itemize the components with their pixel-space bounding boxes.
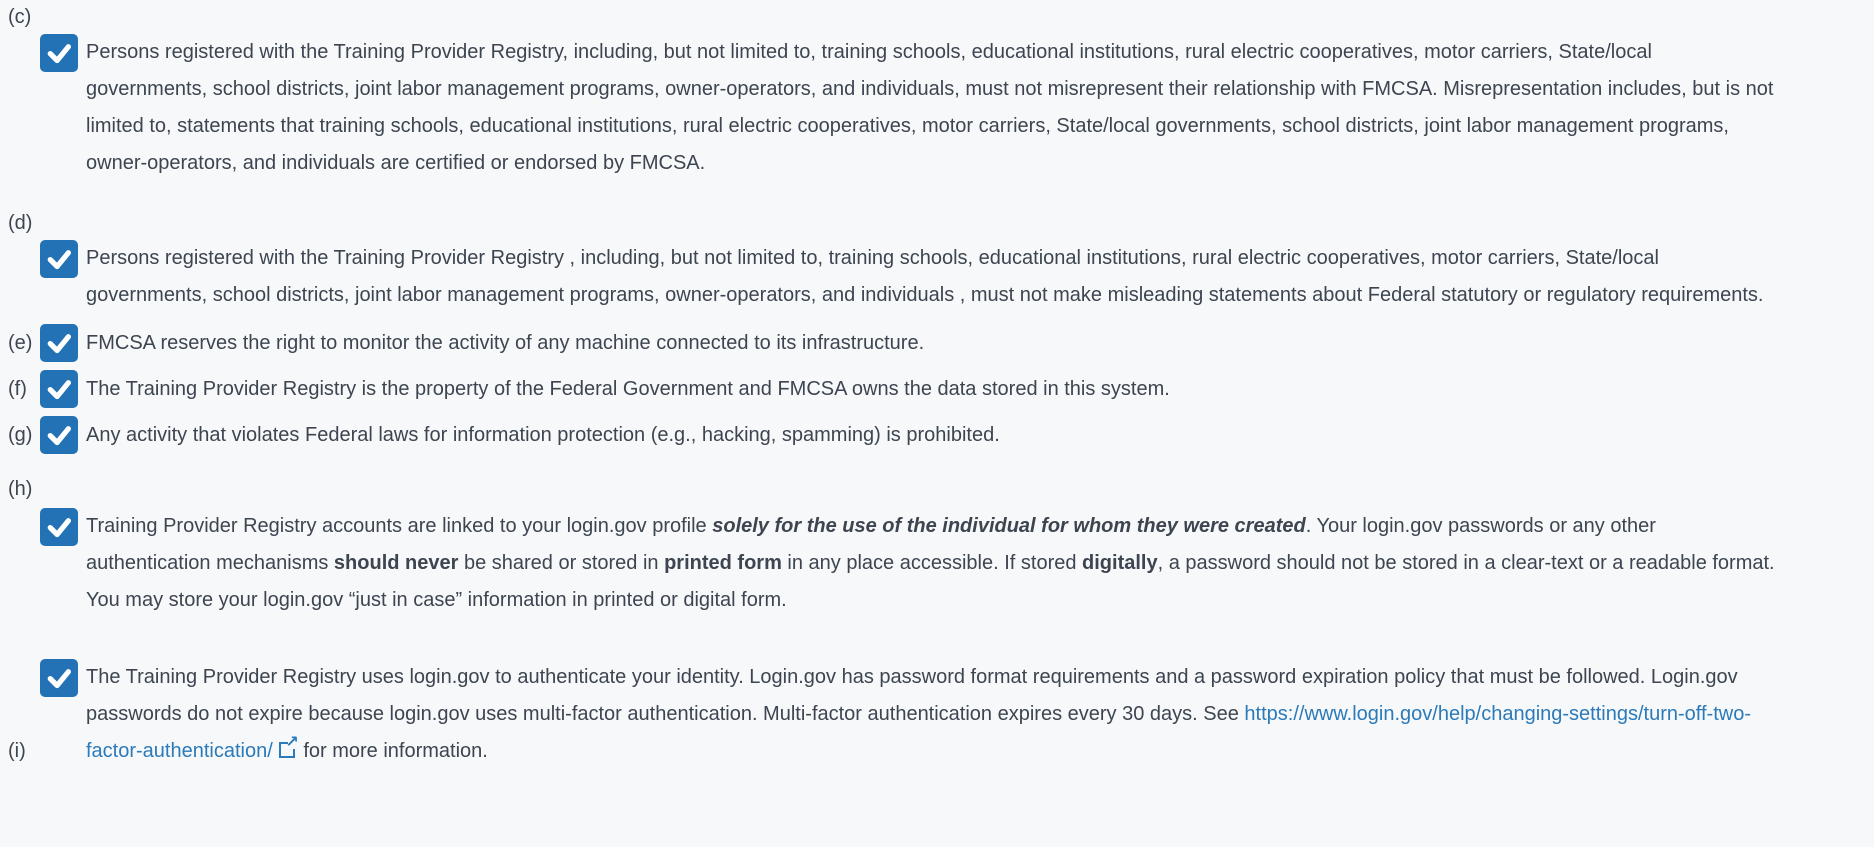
item-f-label: (f) [8,377,27,400]
checkmark-icon [44,663,74,693]
item-i [8,659,1862,770]
item-g-label: (g) [8,423,33,446]
item-h-checkbox[interactable] [40,508,78,546]
item-h-label: (h) [8,478,33,500]
item-c-row [8,34,1862,182]
login-gov-help-link[interactable]: https://www.login.gov/help/changing-settings/turn-off-two-factor-authentication/ [86,703,1751,762]
item-i-checkbox[interactable] [40,659,78,697]
item-e-label: (e) [8,331,33,354]
text-segment: Persons registered with the Training Provider Registry, including, but not limited to, training schools, educational institutions, rural electric cooperatives, motor carriers, State/local governments, school districts, joint labor management programs, owner-operators, and individuals, must not misrepresent their relationship with FMCSA. Misrepresentation includes, but is not limited to, statements that training schools, educational institutions, rural electric cooperatives, motor carriers, State/local governments, school districts, joint labor management programs, owner-operators, and individuals are certified or endorsed by FMCSA. [86,41,1774,174]
text-segment: solely for the use of the individual for whom they were created [712,515,1306,537]
text-segment: FMCSA reserves the right to monitor the activity of any machine connected to its infrastructure. [86,331,925,354]
text-segment: , a password should not be stored in a clear-text or a readable format. You may store your login.gov “just in case” information in printed or digital form. [86,552,1775,611]
text-segment: Any activity that violates Federal laws for information protection (e.g., hacking, spamming) is prohibited. [86,423,1000,446]
item-c [8,2,1862,182]
item-i-label: (i) [8,740,26,762]
item-i-text [86,659,1776,770]
item-f [8,370,1862,408]
checkmark-icon [44,374,74,404]
item-e [8,324,1862,362]
checkmark-icon [44,328,74,358]
checkmark-icon [44,38,74,68]
text-segment: Training Provider Registry accounts are linked to your login.gov profile [86,515,713,537]
item-e-text [86,325,1776,362]
text-segment: . Your login.gov passwords or any other authentication mechanisms [86,515,1656,574]
item-g-checkbox[interactable] [40,416,78,454]
item-g [8,416,1862,454]
text-segment: The Training Provider Registry is the property of the Federal Government and FMCSA owns the data stored in this system. [86,377,1170,400]
checkmark-icon [44,244,74,274]
item-d-text [86,240,1776,314]
item-c-label: (c) [8,6,32,28]
item-d-row [8,240,1862,314]
text-segment: The Training Provider Registry uses login.gov to authenticate your identity. Login.gov has password format requirements and a password expiration policy that must be followed. Login.gov passwords do not expire because login.gov uses multi-factor authentication. Multi-factor authentication expires every 30 days. See [86,666,1738,725]
external-link-icon [279,742,295,758]
item-h-text [86,508,1776,619]
text-segment: should never [333,552,459,574]
text-segment: printed form [664,552,782,574]
text-segment: digitally [1082,552,1158,574]
item-d-label: (d) [8,212,33,234]
item-c-checkbox[interactable] [40,34,78,72]
item-d-checkbox[interactable] [40,240,78,278]
item-f-checkbox[interactable] [40,370,78,408]
item-g-text [86,417,1776,454]
item-e-checkbox[interactable] [40,324,78,362]
item-c-text [86,34,1776,182]
text-segment: be shared or stored in [458,552,665,574]
item-d [8,208,1862,314]
checkmark-icon [44,420,74,450]
text-segment: Persons registered with the Training Provider Registry , including, but not limited to, training schools, educational institutions, rural electric cooperatives, motor carriers, State/local governments, school districts, joint labor management programs, owner-operators, and individuals , must not make misleading statements about Federal statutory or regulatory requirements. [86,247,1764,306]
text-segment: in any place accessible. If stored [781,552,1083,574]
item-f-text [86,371,1776,408]
item-h [8,474,1862,619]
checkmark-icon [44,512,74,542]
text-segment: for more information. [297,740,488,762]
item-h-row [8,508,1862,619]
